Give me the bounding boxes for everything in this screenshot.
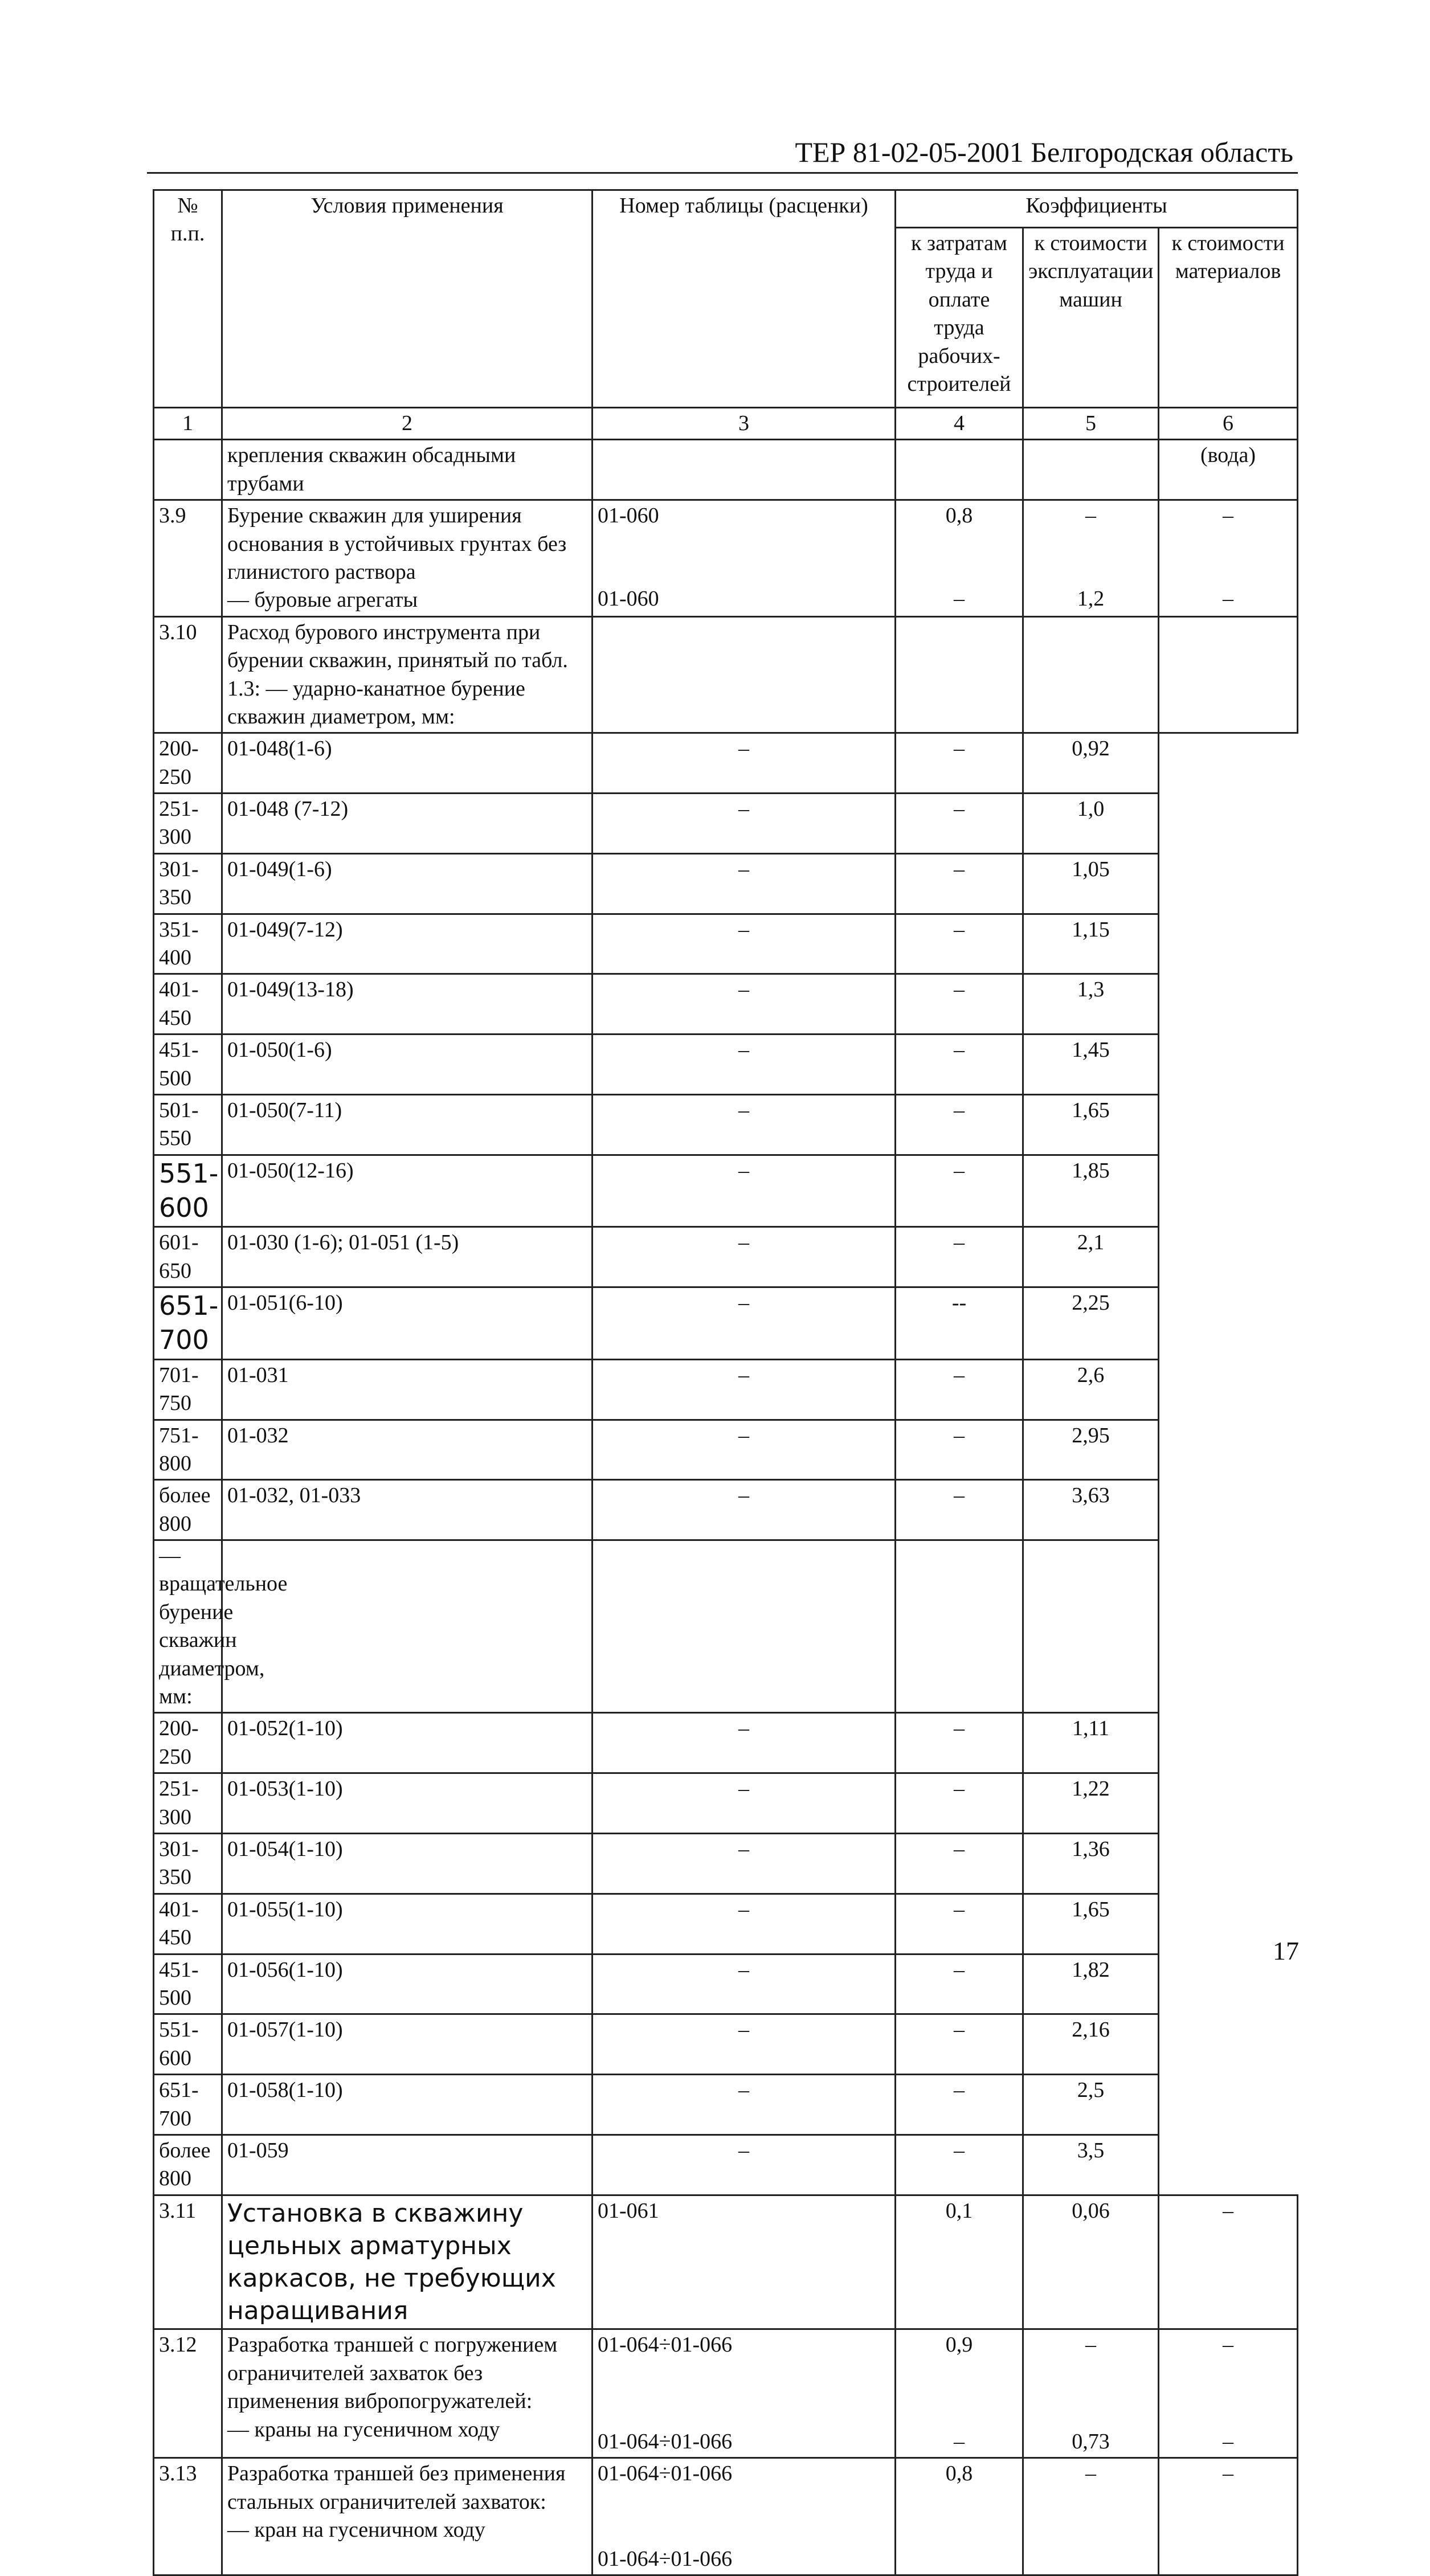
header-coef-machines: к стоимости эксплуатации машин: [1023, 228, 1159, 408]
row-submachines: 0,73: [1072, 2429, 1110, 2454]
header-rule: [147, 172, 1298, 174]
materials-cell: 2,25: [1023, 1287, 1159, 1360]
row-labor: 0,8: [945, 504, 973, 528]
row-submaterials: –: [1223, 2429, 1233, 2454]
col-number: 3: [593, 408, 896, 440]
diameter-row: [154, 914, 1298, 974]
diameter-row: [154, 1035, 1298, 1095]
document-header: ТЕР 81-02-05-2001 Белгородская область: [795, 136, 1293, 168]
labor-cell: –: [593, 974, 896, 1035]
machines-cell: –: [896, 1954, 1023, 2014]
table-number-cell: 01-055(1-10): [222, 1894, 593, 1954]
labor-cell: –: [593, 733, 896, 794]
machines-cell: –: [896, 853, 1023, 914]
machines-cell: –: [896, 914, 1023, 974]
col-number: 1: [154, 408, 222, 440]
diameter-cell: 501-550: [154, 1094, 222, 1155]
table-number-cell: 01-030 (1-6); 01-051 (1-5): [222, 1227, 593, 1287]
diameter-cell: 601-650: [154, 1227, 222, 1287]
row-3-11: [154, 2195, 1298, 2329]
row-machines: –: [1085, 2333, 1096, 2357]
row-sublabor: –: [954, 2429, 965, 2454]
diameter-cell: 701-750: [154, 1359, 222, 1420]
table-number-cell: 01-049(1-6): [222, 853, 593, 914]
table-number-cell: 01-049(7-12): [222, 914, 593, 974]
diameter-row: [154, 974, 1298, 1035]
machines-cell: –: [896, 2135, 1023, 2195]
page-number: 17: [1273, 1936, 1299, 1965]
header-coefficients: Коэффициенты: [896, 190, 1298, 228]
labor-cell: –: [593, 853, 896, 914]
labor-cell: –: [593, 2075, 896, 2135]
table-number-cell: 01-057(1-10): [222, 2014, 593, 2075]
row-table-number: 01-061: [593, 2195, 896, 2329]
machines-cell: –: [896, 2014, 1023, 2075]
diameter-cell: 351-400: [154, 914, 222, 974]
col-number: 6: [1159, 408, 1298, 440]
materials-cell: 2,1: [1023, 1227, 1159, 1287]
materials-cell: 1,45: [1023, 1035, 1159, 1095]
labor-cell: –: [593, 1713, 896, 1773]
labor-cell: –: [593, 1094, 896, 1155]
diameter-row: [154, 1833, 1298, 1894]
table-number-cell: 01-031: [222, 1359, 593, 1420]
machines-cell: –: [896, 1480, 1023, 1540]
table-number-cell: 01-053(1-10): [222, 1773, 593, 1834]
row-num: 3.11: [154, 2195, 222, 2329]
diameter-row: [154, 1894, 1298, 1954]
row-sublabor: –: [954, 586, 965, 611]
coefficients-table: [153, 189, 1298, 2576]
table-number-cell: 01-050(7-11): [222, 1094, 593, 1155]
diameter-cell: 301-350: [154, 1833, 222, 1894]
table-number-cell: 01-058(1-10): [222, 2075, 593, 2135]
diameter-cell: более 800: [154, 1480, 222, 1540]
diameter-row: [154, 1094, 1298, 1155]
materials-cell: 1,05: [1023, 853, 1159, 914]
machines-cell: –: [896, 2075, 1023, 2135]
row-text: Разработка траншей с погружением ограничителей захваток без применения вибропогружателей:: [227, 2333, 558, 2414]
row-text: Разработка траншей без применения: [227, 2461, 566, 2486]
machines-cell: –: [896, 1094, 1023, 1155]
machines-cell: –: [896, 1833, 1023, 1894]
machines-cell: –: [896, 1155, 1023, 1227]
continuation-text: крепления скважин обсадными трубами: [222, 440, 593, 500]
diameter-cell: 551-600: [154, 2014, 222, 2075]
diameter-row: [154, 1359, 1298, 1420]
diameter-row: [154, 1713, 1298, 1773]
diameter-row: [154, 2014, 1298, 2075]
materials-cell: 2,5: [1023, 2075, 1159, 2135]
header-conditions: Условия применения: [222, 190, 593, 408]
row-3-12: [154, 2329, 1298, 2458]
row-num: 3.13: [154, 2458, 222, 2575]
row-subtext: — буровые агрегаты: [227, 588, 418, 612]
diameter-row: [154, 1155, 1298, 1227]
table-number-cell: 01-032, 01-033: [222, 1480, 593, 1540]
row-subtable-number: 01-060: [598, 586, 659, 611]
table-number-cell: 01-050(12-16): [222, 1155, 593, 1227]
column-number-row: [154, 408, 1298, 440]
materials-cell: 3,5: [1023, 2135, 1159, 2195]
row-subtable-number: 01-064÷01-066: [598, 2546, 733, 2571]
diameter-row: [154, 1954, 1298, 2014]
row-text: — вращательное бурение скважин диаметром, мм:: [154, 1540, 222, 1713]
row-machines: –: [1023, 2458, 1159, 2575]
row-labor: 0,9: [945, 2333, 973, 2357]
machines-cell: –: [896, 1227, 1023, 1287]
table-number-cell: 01-050(1-6): [222, 1035, 593, 1095]
labor-cell: –: [593, 1287, 896, 1360]
diameter-cell: 451-500: [154, 1035, 222, 1095]
diameter-row: [154, 2135, 1298, 2195]
row-num: 3.12: [154, 2329, 222, 2458]
row-table-number: 01-060: [598, 504, 659, 528]
machines-cell: –: [896, 1420, 1023, 1480]
labor-cell: –: [593, 2135, 896, 2195]
diameter-row: [154, 1480, 1298, 1540]
row-subtable-number: 01-064÷01-066: [598, 2429, 733, 2454]
row-machines: –: [1085, 504, 1096, 528]
row-labor: 0,1: [896, 2195, 1023, 2329]
diameter-cell: 651-700: [154, 1287, 222, 1360]
labor-cell: –: [593, 1155, 896, 1227]
table-number-cell: 01-059: [222, 2135, 593, 2195]
table-number-cell: 01-048(1-6): [222, 733, 593, 794]
labor-cell: –: [593, 1420, 896, 1480]
labor-cell: –: [593, 1773, 896, 1834]
row-labor: 0,8: [896, 2458, 1023, 2575]
row-subtext: — краны на гусеничном ходу: [227, 2417, 500, 2442]
row-table-number: 01-064÷01-066: [598, 2461, 733, 2486]
row-materials: –: [1159, 2458, 1298, 2575]
diameter-cell: 401-450: [154, 1894, 222, 1954]
labor-cell: –: [593, 1833, 896, 1894]
machines-cell: –: [896, 1713, 1023, 1773]
labor-cell: –: [593, 1035, 896, 1095]
diameter-row: [154, 1227, 1298, 1287]
diameter-cell: 301-350: [154, 853, 222, 914]
diameter-cell: 451-500: [154, 1954, 222, 2014]
diameter-row: [154, 853, 1298, 914]
header-coef-labor: к затратам труда и оплате труда рабочих-строителей: [896, 228, 1023, 408]
diameter-cell: 751-800: [154, 1420, 222, 1480]
machines-cell: –: [896, 733, 1023, 794]
row-submaterials: –: [1223, 586, 1233, 611]
labor-cell: –: [593, 794, 896, 854]
materials-cell: 0,92: [1023, 733, 1159, 794]
row-3-13: [154, 2458, 1298, 2575]
materials-cell: 1,15: [1023, 914, 1159, 974]
diameter-cell: 401-450: [154, 974, 222, 1035]
machines-cell: –: [896, 794, 1023, 854]
labor-cell: –: [593, 914, 896, 974]
row-num: 3.10: [154, 616, 222, 733]
diameter-cell: 251-300: [154, 1773, 222, 1834]
materials-cell: 1,65: [1023, 1894, 1159, 1954]
table-number-cell: 01-056(1-10): [222, 1954, 593, 2014]
table-number-cell: 01-049(13-18): [222, 974, 593, 1035]
row-text: Бурение скважин для уширения основания в устойчивых грунтах без глинистого раствора: [227, 504, 567, 584]
row-table-number: 01-064÷01-066: [598, 2333, 733, 2357]
table-number-cell: 01-054(1-10): [222, 1833, 593, 1894]
materials-cell: 1,0: [1023, 794, 1159, 854]
row-text: Расход бурового инструмента при бурении скважин, принятый по табл. 1.3: — ударно-канатное бурение скважин диаметром, мм:: [222, 616, 593, 733]
diameter-row: [154, 1773, 1298, 1834]
table-number-cell: 01-052(1-10): [222, 1713, 593, 1773]
machines-cell: –: [896, 1359, 1023, 1420]
diameter-row: [154, 1420, 1298, 1480]
header-num: № п.п.: [154, 190, 222, 408]
diameter-cell: 251-300: [154, 794, 222, 854]
col-number: 2: [222, 408, 593, 440]
col-number: 4: [896, 408, 1023, 440]
diameter-cell: 651-700: [154, 2075, 222, 2135]
row-num: 3.9: [154, 500, 222, 617]
machines-cell: --: [896, 1287, 1023, 1360]
row-3-9: [154, 500, 1298, 617]
diameter-row: [154, 733, 1298, 794]
row-3-10: [154, 616, 1298, 733]
materials-cell: 1,36: [1023, 1833, 1159, 1894]
row-materials: –: [1223, 2333, 1233, 2357]
labor-cell: –: [593, 1894, 896, 1954]
diameter-cell: более 800: [154, 2135, 222, 2195]
row-machines: 0,06: [1023, 2195, 1159, 2329]
labor-cell: –: [593, 2014, 896, 2075]
row-materials: –: [1159, 2195, 1298, 2329]
diameter-row: [154, 1287, 1298, 1360]
row-materials: –: [1223, 504, 1233, 528]
diameter-cell: 200-250: [154, 733, 222, 794]
materials-cell: 1,82: [1023, 1954, 1159, 2014]
row-submachines: 1,2: [1077, 586, 1105, 611]
continuation-materials: (вода): [1159, 440, 1298, 500]
labor-cell: –: [593, 1954, 896, 2014]
labor-cell: –: [593, 1227, 896, 1287]
materials-cell: 2,95: [1023, 1420, 1159, 1480]
machines-cell: –: [896, 974, 1023, 1035]
row-text-cont: стальных ограничителей захваток:: [227, 2489, 546, 2514]
materials-cell: 1,11: [1023, 1713, 1159, 1773]
machines-cell: –: [896, 1035, 1023, 1095]
row-subtext: — кран на гусеничном ходу: [227, 2517, 485, 2542]
diameter-row: [154, 794, 1298, 854]
materials-cell: 1,65: [1023, 1094, 1159, 1155]
col-number: 5: [1023, 408, 1159, 440]
materials-cell: 1,3: [1023, 974, 1159, 1035]
materials-cell: 1,22: [1023, 1773, 1159, 1834]
row-text: Установка в скважину цельных арматурных каркасов, не требующих наращивания: [222, 2195, 593, 2329]
diameter-row: [154, 2075, 1298, 2135]
labor-cell: –: [593, 1359, 896, 1420]
continuation-row: [154, 440, 1298, 500]
materials-cell: 1,85: [1023, 1155, 1159, 1227]
table-number-cell: 01-032: [222, 1420, 593, 1480]
materials-cell: 2,6: [1023, 1359, 1159, 1420]
machines-cell: –: [896, 1773, 1023, 1834]
table-number-cell: 01-051(6-10): [222, 1287, 593, 1360]
diameter-cell: 551-600: [154, 1155, 222, 1227]
materials-cell: 2,16: [1023, 2014, 1159, 2075]
header-table-number: Номер таблицы (расценки): [593, 190, 896, 408]
machines-cell: –: [896, 1894, 1023, 1954]
rotary-intro-row: [154, 1540, 1298, 1713]
table-number-cell: 01-048 (7-12): [222, 794, 593, 854]
materials-cell: 3,63: [1023, 1480, 1159, 1540]
header-row-1: [154, 190, 1298, 228]
header-coef-materials: к стоимости материалов: [1159, 228, 1298, 408]
labor-cell: –: [593, 1480, 896, 1540]
diameter-cell: 200-250: [154, 1713, 222, 1773]
